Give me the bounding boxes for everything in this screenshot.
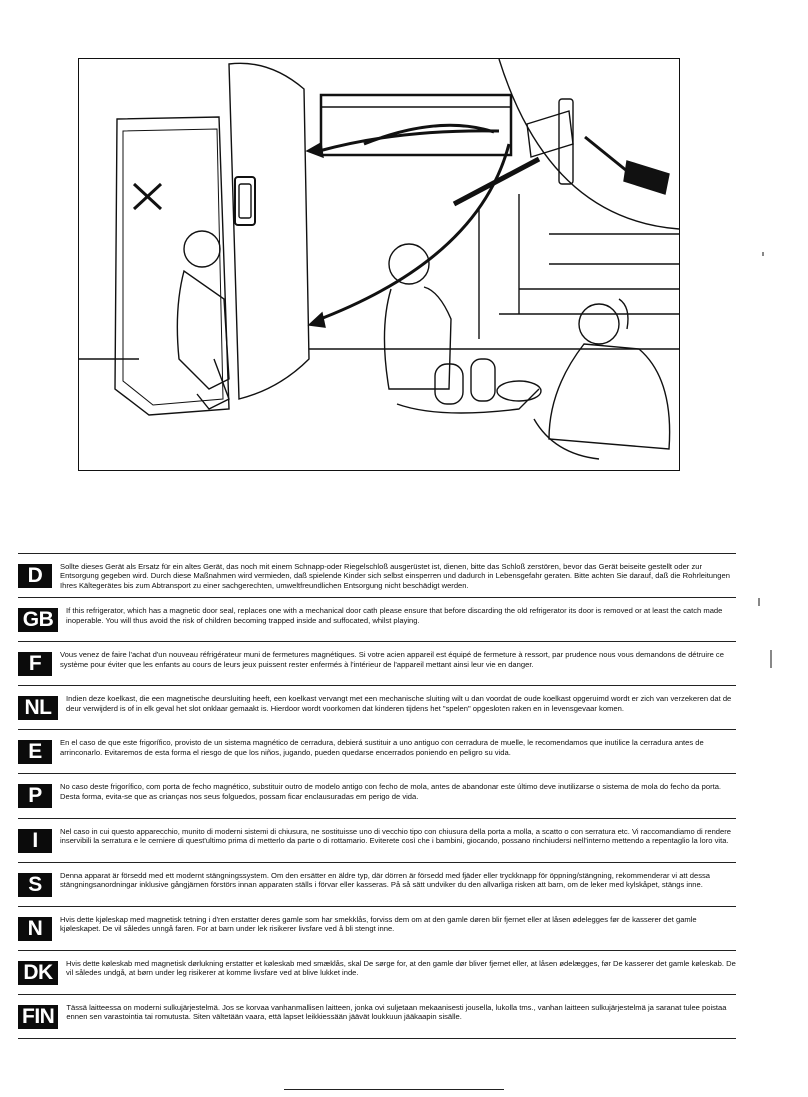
language-badge-n: N	[18, 917, 52, 941]
section-nl	[18, 686, 736, 730]
language-badge-dk: DK	[18, 961, 58, 985]
section-de	[18, 554, 736, 598]
language-badge-d: D	[18, 564, 52, 588]
section-es	[18, 730, 736, 774]
section-fi	[18, 995, 736, 1039]
language-badge-i: I	[18, 829, 52, 853]
warning-sections	[18, 553, 736, 1039]
language-badge-p: P	[18, 784, 52, 808]
illustration-drawing	[79, 59, 679, 470]
language-badge-gb: GB	[18, 608, 58, 632]
language-badge-nl: NL	[18, 696, 58, 720]
section-it	[18, 819, 736, 863]
language-badge-s: S	[18, 873, 52, 897]
margin-mark	[770, 650, 772, 668]
section-text-gb: If this refrigerator, which has a magnetic door seal, replaces one with a mechanical door cath please ensure that before discarding the old refrigerator its door is removed or at least the catch made inoperable. You will thus avoid the risk of children becoming trapped inside and suffocated, whilst playing.	[66, 606, 723, 625]
section-text-nl: Indien deze koelkast, die een magnetische deursluiting heeft, een koelkast vervangt met een mechanische sluiting wilt u dan voordat de oude koelkast opgeruimd wordt er zich van verzekeren dat de deur verwijderd is of in elk geval het slot onklaar gemaakt is. Hierdoor wordt voorkomen dat kinderen tijdens het "spelen" opgesloten raken en in levensgevaar komen.	[66, 694, 732, 713]
section-gb	[18, 598, 736, 642]
section-text-pt: No caso deste frigorífico, com porta de fecho magnético, substituir outro de modelo antigo con fecho de mola, antes de abandonar este último deve inutilizarse o sistema de mola do fecho da porta. Desta forma, evita-se que as crianças nos seus folguedos, possam ficar enclausuradas em perigo de vida.	[60, 782, 722, 801]
section-no	[18, 907, 736, 951]
section-se	[18, 863, 736, 907]
section-text-it: Nel caso in cui questo apparecchio, munito di moderni sistemi di chiusura, ne sostituisse uno di vecchio tipo con chiusura della porta a molla, a scatto o con serratura etc. Vi raccomandiamo di rendere inservibili la serratura e le cerniere di quest'ultimo prima di metterlo da parte o di rottamario. Eviterete così che i bambini, giocando, possano rinchiudersi nell'interno mettendo a repentaglio la loro vita.	[60, 826, 731, 845]
section-text-no: Hvis dette kjøleskap med magnetisk tetning i d'ren erstatter deres gamle som har smekklås, forviss dem om at den gamle døren blir fjernet eller at låsen ødelegges før de kasserer det gamle kjøleskapet. De vil således unngå faren. For at barn under lek risikerer livsfare ved å bli stengt inne.	[60, 914, 697, 934]
margin-mark	[762, 252, 764, 256]
section-text-fi: Tässä laitteessa on moderni sulkujärjestelmä. Jos se korvaa vanhanmallisen laitteen, jonka ovi suljetaan mekaanisesti jousella, lukolla tms., vanhan laitteen sulkujärjestelmä ja saranat tulee poistaa ennen sen varastointia tai romutusta. Siten vältetään vaara, että lapset leikkiessään jäävät loukkuun jääkaapin sisälle.	[66, 1002, 727, 1022]
footer-rule	[284, 1089, 504, 1090]
section-pt	[18, 774, 736, 818]
section-text-fr: Vous venez de faire l'achat d'un nouveau réfrigérateur muni de fermetures magnétiques. Si votre acien appareil est équipé de fermeture à ressort, par prudence nous vous demandons de détruire ce système pour éviter que les enfants au cours de leurs jeux puissent rester enfermés à l'intérieur de l'appareil mettant ainsi leur vie en danger.	[60, 650, 724, 669]
language-badge-e: E	[18, 740, 52, 764]
safety-illustration	[78, 58, 680, 471]
section-fr	[18, 642, 736, 686]
section-text-de: Sollte dieses Gerät als Ersatz für ein altes Gerät, das noch mit einem Schnapp-oder Riegelschloß ausgerüstet ist, dienen, bitte das Schloß zerstören, bevor das Gerät beiseite gestellt oder zur Entsorgung gegeben wird. Durch diese Maßnahmen wird vermieden, daß spielende Kinder sich selbst einsperren und dadurch in Lebensgefahr geraten. Bitte achten Sie darauf, daß die Rohrleitungen Ihres Kältegerätes bis zum Abtransport zu einer sachgerechten, umweltfreundlichen Entsorgung nicht beschädigt werden.	[60, 562, 730, 590]
section-dk	[18, 951, 736, 995]
section-text-dk: Hvis dette køleskab med magnetisk dørlukning erstatter et køleskab med smæklås, skal De sørge for, at den gamle dør bliver fjernet eller, at låsen ødelægges, før De kasserer det gamle køleskab. De vil således undgå, at børn under leg risikerer at komme livsfare ved at blive lukket inde.	[66, 958, 736, 978]
section-text-se: Denna apparat är försedd med ett modernt stängningssystem. Om den ersätter en äldre typ, där dörren är försedd med fjäder eller tryckknapp för öppning/stängning, rekommenderar vi att dessa stängningsanordningar inklusive gångjärnen förstörs innan apparaten ställs i förvar eller kasseras. På så sätt undviker du den allvarliga risken att barn, om de leker med kylskåpet, stängs inne.	[60, 870, 711, 890]
margin-mark	[758, 598, 760, 606]
section-text-es: En el caso de que este frigorífico, provisto de un sistema magnético de cerradura, debierá sustituir a uno antiguo con cerradura de muelle, le recomendamos que inutilice la cerradura antes de arrinconarlo. Evitaremos de esta forma el riesgo de que los niños, jugando, pueden quedarse encerrados poniendo en peligro su vida.	[60, 738, 704, 757]
language-badge-f: F	[18, 652, 52, 676]
language-badge-fin: FIN	[18, 1005, 58, 1029]
